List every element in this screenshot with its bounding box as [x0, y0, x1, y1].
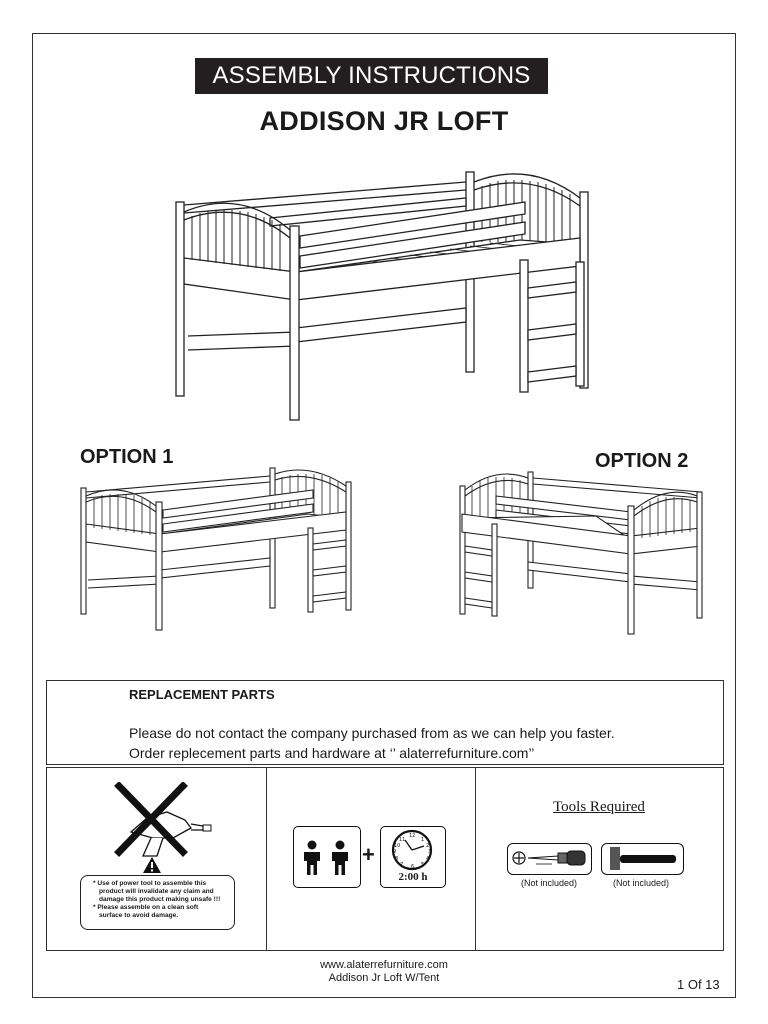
replacement-parts-text: [129, 723, 615, 763]
tools-required-panel: [475, 768, 723, 950]
option-1-label: OPTION 1: [80, 446, 174, 468]
screwdriver-not-included: (Not included): [521, 878, 578, 888]
svg-text:1: 1: [421, 837, 425, 843]
power-tool-warning-panel: [47, 768, 267, 950]
svg-text:5: 5: [421, 862, 425, 868]
svg-text:12: 12: [409, 833, 416, 839]
footer-product: Addison Jr Loft W/Tent: [328, 972, 440, 984]
svg-text:8: 8: [395, 856, 399, 862]
screwdriver-icon: [507, 843, 592, 875]
two-person-icon: [293, 826, 361, 888]
assembly-banner: ASSEMBLY INSTRUCTIONS: [195, 58, 548, 94]
warning-line-5: surface to avoid damage.: [99, 912, 179, 919]
svg-text:4: 4: [426, 856, 430, 862]
replacement-parts-heading: REPLACEMENT PARTS: [129, 687, 275, 702]
power-tool-warning-text: [80, 875, 235, 930]
no-power-drill-icon: [107, 782, 217, 867]
tools-required-title: Tools Required: [553, 799, 645, 815]
footer-website: www.alaterrefurniture.com: [320, 959, 448, 971]
plus-icon: +: [362, 842, 375, 867]
svg-text:7: 7: [400, 862, 404, 868]
warning-line-2: product will invalidate any claim and: [99, 888, 214, 895]
replacement-line-1: Please do not contact the company purchased from as we can help you faster.: [129, 725, 615, 741]
main-bed-illustration: [170, 160, 600, 425]
svg-text:6: 6: [411, 864, 415, 870]
warning-line-1: * Use of power tool to assemble this: [93, 880, 207, 887]
svg-text:3: 3: [428, 849, 432, 855]
svg-text:10: 10: [394, 843, 401, 849]
svg-text:9: 9: [393, 849, 397, 855]
svg-text:11: 11: [399, 837, 406, 843]
footer: [0, 959, 768, 985]
hammer-not-included: (Not included): [613, 878, 670, 888]
option-2-label: OPTION 2: [595, 450, 689, 472]
info-panels: [46, 767, 724, 951]
page-number: 1 Of 13: [677, 977, 720, 992]
option-2-illustration: [456, 466, 711, 638]
replacement-line-2: Order replecement parts and hardware at ‘’ alaterrefurniture.com’’: [129, 745, 535, 761]
hammer-icon: [601, 843, 684, 875]
warning-line-3: damage this product making unsafe !!!: [99, 896, 221, 903]
option-1-illustration: [78, 462, 358, 634]
replacement-parts-box: [46, 680, 724, 765]
time-icon: [380, 826, 446, 888]
assembly-time: 2:00 h: [398, 871, 428, 883]
product-title: ADDISON JR LOFT: [259, 106, 509, 136]
warning-line-4: * Please assemble on a clean soft: [93, 904, 199, 911]
svg-text:2: 2: [426, 843, 430, 849]
assembly-people-time-panel: [266, 768, 476, 950]
